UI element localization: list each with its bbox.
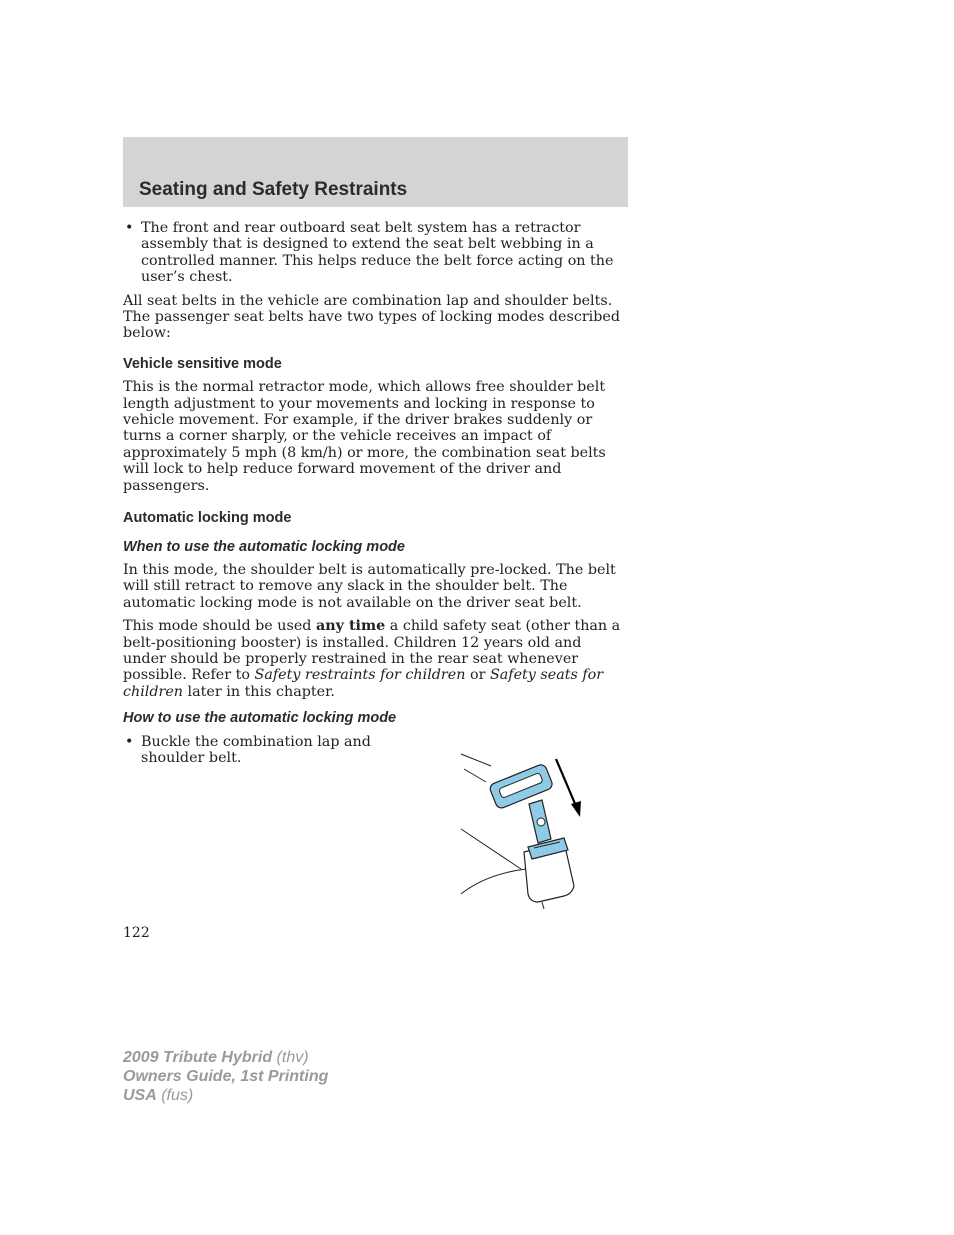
usage-text: This mode should be used (123, 618, 317, 635)
footer-region-code: (fus) (156, 1087, 194, 1104)
figure-row (123, 734, 628, 909)
reference-safety-seats-link[interactable]: Safety seats for children (123, 667, 604, 700)
footer-line-model (123, 1048, 328, 1067)
usage-emphasis: any time (316, 618, 386, 635)
document-footer (123, 1048, 328, 1105)
list-item (123, 734, 401, 767)
reference-safety-restraints-link[interactable]: Safety restraints for children (254, 667, 466, 684)
vehicle-sensitive-heading: Vehicle sensitive mode (123, 355, 282, 372)
section-header (123, 137, 628, 207)
automatic-locking-heading: Automatic locking mode (123, 510, 292, 527)
when-to-use-heading: When to use the automatic locking mode (123, 538, 405, 555)
footer-line-printing: Owners Guide, 1st Printing (123, 1068, 329, 1085)
how-to-use-heading: How to use the automatic locking mode (123, 710, 397, 727)
vehicle-sensitive-paragraph: This is the normal retractor mode, which allows free shoulder belt length adjustment to your movements and locking in response to vehicle movement. For example, if the driver brakes suddenly or turns a corner sharply, or the vehicle receives an impact of approximately 5 mph (8 km/h) or more, the combination seat belts will lock to help reduce forward movement of the driver and passengers. (123, 379, 606, 494)
page-number: 122 (123, 925, 150, 941)
seat-belt-buckle-icon (456, 744, 586, 909)
when-to-use-paragraph: In this mode, the shoulder belt is automatically pre-locked. The belt will still retract to remove any slack in the shoulder belt. The automatic locking mode is not available on the driver seat belt. (123, 561, 616, 611)
footer-region: USA (123, 1087, 157, 1104)
bullet-text: Buckle the combination lap and shoulder belt. (141, 733, 371, 766)
footer-line-region (123, 1086, 328, 1105)
footer-model-code: (thv) (272, 1049, 309, 1066)
list-item (123, 220, 628, 286)
section-title: Seating and Safety Restraints (139, 179, 408, 200)
footer-model: 2009 Tribute Hybrid (123, 1049, 273, 1066)
bullet-text: The front and rear outboard seat belt system has a retractor assembly that is designed to extend the seat belt webbing in a controlled manner. This helps reduce the belt force acting on the user’s chest. (141, 220, 614, 286)
page-content (123, 220, 628, 909)
usage-text: a child safety seat (other than a belt-positioning booster) is installed. Children 12 years old and under should be properly restrained in the rear seat whenever possible. Refer to (123, 618, 621, 684)
usage-text: later in this chapter. (183, 683, 335, 700)
usage-paragraph (123, 618, 628, 700)
bullet-mark: • (125, 733, 134, 750)
usage-text: or (465, 667, 490, 684)
intro-paragraph: All seat belts in the vehicle are combination lap and shoulder belts. The passenger seat belts have two types of locking modes described below: (123, 292, 621, 342)
bullet-mark: • (125, 220, 134, 236)
